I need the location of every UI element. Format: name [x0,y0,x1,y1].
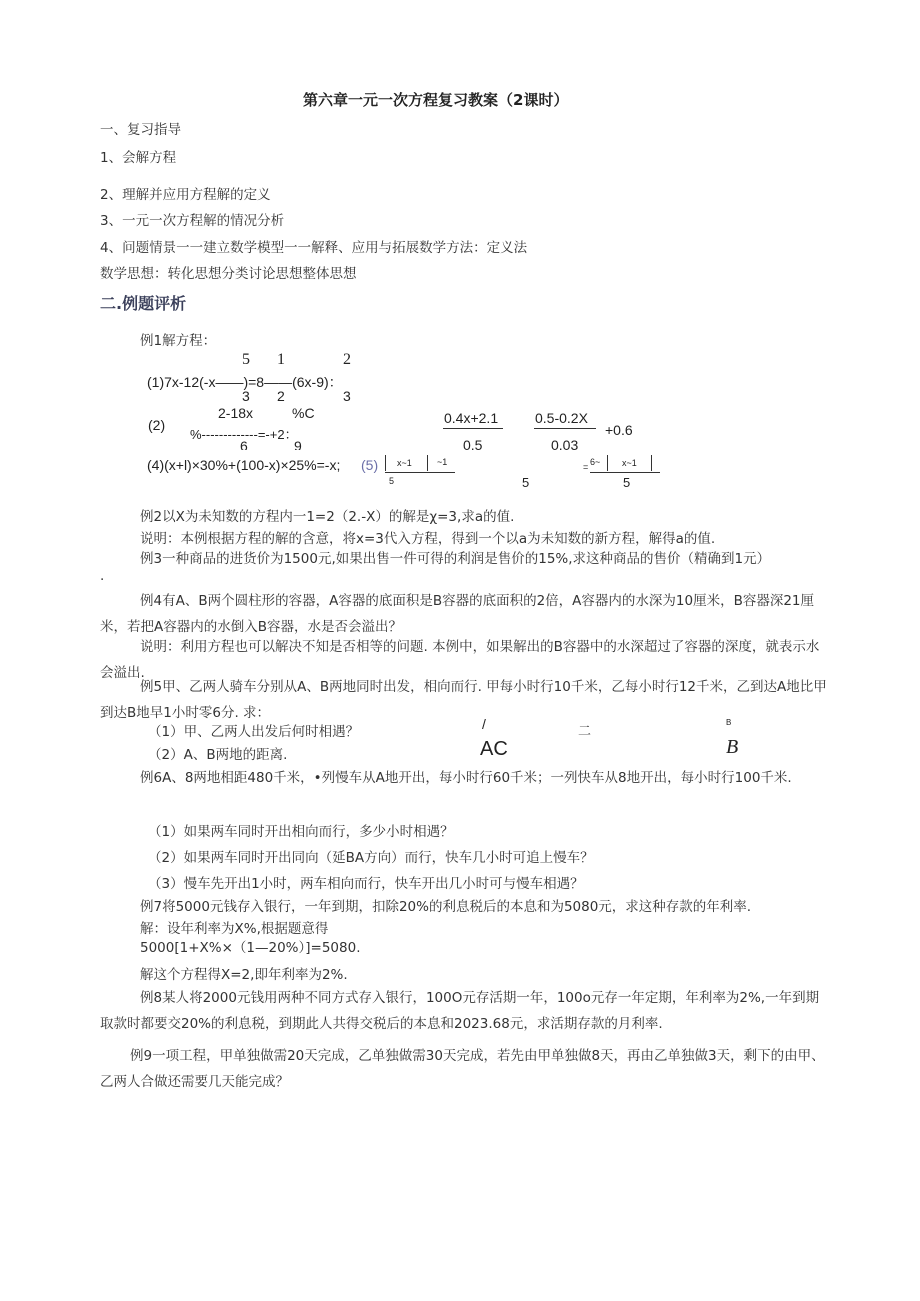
solution-line-1: 解：设年利率为X%,根据题意得 [140,921,329,937]
page-title: 第六章一元一次方程复习教案（2课时） [303,91,569,109]
solution-line-2: 5000[1+X%×（1—20%）]=5080. [140,940,361,956]
review-item-2: 2、理解并应用方程解的定义 [100,187,271,203]
example-6: 例6A、8两地相距480千米，•列慢车从A地开出，每小时行60千米；一列快车从8地开出，每小时行100千米. [140,770,792,786]
example-2: 例2以X为未知数的方程内一1=2（2.-X）的解是χ=3,求a的值. [140,509,515,525]
eq5-frac1-bar [385,472,455,473]
eq3-frac2-den: 0.03 [551,437,579,453]
eq5-f2-pre: 6~ [590,457,601,467]
eq5-frac2-bar [590,472,660,473]
eq3-frac1-bar [443,428,503,429]
eq5-f1-tail: ~1 [437,457,448,467]
section2-heading: 二.例题评析 [100,294,187,313]
example-7: 例7将5000元钱存入银行，一年到期，扣除20%的利息税后的本息和为5080元，求这种存款的年利率. [140,899,752,915]
eq3-frac2-bar [534,428,596,429]
equation-2: %-------------=-+2： [190,427,298,442]
review-item-3: 3、一元一次方程解的情况分析 [100,213,285,229]
review-item-1: 1、会解方程 [100,150,177,166]
figure-label-AC: AC [480,738,508,760]
example-5-q2: （2）A、B两地的距离. [148,747,288,763]
review-item-4: 4、问题情景一一建立数学模型一一解释、应用与拓展数学方法：定义法 [100,240,528,256]
equation-4: (4)(x+l)×30%+(100-x)×25%=-x; [147,457,341,473]
solution-line-3: 解这个方程得X=2,即年利率为2%. [140,967,348,983]
eq2-den2: 9 [294,438,302,450]
eq5-bar-3 [607,455,608,471]
eq5-label: (5) [361,457,379,473]
figure-label-B-small: B [726,718,732,727]
figure-mark-er: 二 [578,724,592,739]
eq2-den: 6 [240,438,248,450]
example-5: 例5甲、乙两人骑车分别从A、B两地同时出发，相向而行. 甲每小时行10千米，乙每小时行12千米，乙到达A地比甲到达B地早1小时零6分. 求： [100,679,827,721]
math-thinking: 数学思想：转化思想分类讨论思想整体思想 [100,266,357,282]
eq5-f2-top: x~1 [622,458,637,468]
note-2: 说明：利用方程也可以解决不知是否相等的问题. 本例中，如果解出的B容器中的水深超过了容器的深度，就表示水会溢出. [100,639,820,681]
eq2-den-clip [238,438,308,450]
section1-heading: 一、复习指导 [100,122,181,138]
eq5-f1-bot: 5 [389,476,395,486]
eq5-bar-1 [385,455,386,471]
example-6-q3: （3）慢车先开出1小时，两车相向而行，快车开出几小时可与慢车相遇？ [148,876,584,892]
equation-1: (1)7x-12(-x——)=8——(6x-9)： [147,374,343,390]
eq1-top-5: 5 [242,351,250,368]
eq5-bar-4 [651,455,652,471]
eq2-num: 2-18x [218,405,254,421]
example-5-q1: （1）甲、乙两人出发后何时相遇？ [148,724,360,740]
eq1-bot-3: 3 [242,388,250,404]
example-3: 例3一种商品的进货价为1500元,如果出售一件可得的利润是售价的15%,求这种商品的售价（精确到1元） [140,551,771,567]
eq1-top-1: 1 [277,351,285,368]
example-8: 例8某人将2000元钱用两种不同方式存入银行，100O元存活期一年，100o元存一年定期，年利率为2%,一年到期取款时都要交20%的利息税，到期此人共得交税后的本息和2023.68元，求活期存款的月利率. [100,990,820,1032]
eq3-frac1-den: 0.5 [463,437,483,453]
eq5-f2-bot: 5 [623,475,631,490]
example-9: 例9一项工程，甲单独做需20天完成，乙单独做需30天完成，若先由甲单独做8天，再由乙单独做3天，剩下的由甲、乙两人合做还需要几天能完成？ [100,1048,825,1090]
example-3-end: . [100,568,105,584]
eq5-bar-2 [427,455,428,471]
eq3-plus: +0.6 [605,422,633,438]
example1-intro: 例1解方程： [140,333,217,349]
example-4: 例4有A、B两个圆柱形的容器，A容器的底面积是B容器的底面积的2倍，A容器内的水深为10厘米，B容器深21厘米，若把A容器内的水倒入B容器，水是否会溢出？ [100,593,815,635]
eq5-equals: = [583,462,589,472]
eq2-label: (2) [148,417,166,433]
eq1-bot-2: 2 [277,388,285,404]
note-1: 说明：本例根据方程的解的含意，将x=3代入方程，得到一个以a为未知数的新方程，解得a的值. [140,531,716,547]
example-6-q1: （1）如果两车同时开出相向而行，多少小时相遇？ [148,824,454,840]
eq5-f1-top: x~1 [397,458,412,468]
eq5-mid-5: 5 [522,475,530,490]
eq1-top-2: 2 [343,351,351,368]
eq3-frac1-num: 0.4x+2.1 [444,410,499,426]
eq1-bot-3b: 3 [343,388,351,404]
figure-slash: / [482,716,486,732]
example-6-q2: （2）如果两车同时开出同向（延BA方向）而行，快车几小时可追上慢车？ [148,850,594,866]
figure-label-B: B [726,736,739,758]
eq3-frac2-num: 0.5-0.2X [535,410,588,426]
eq2-num2: %C [292,405,315,421]
